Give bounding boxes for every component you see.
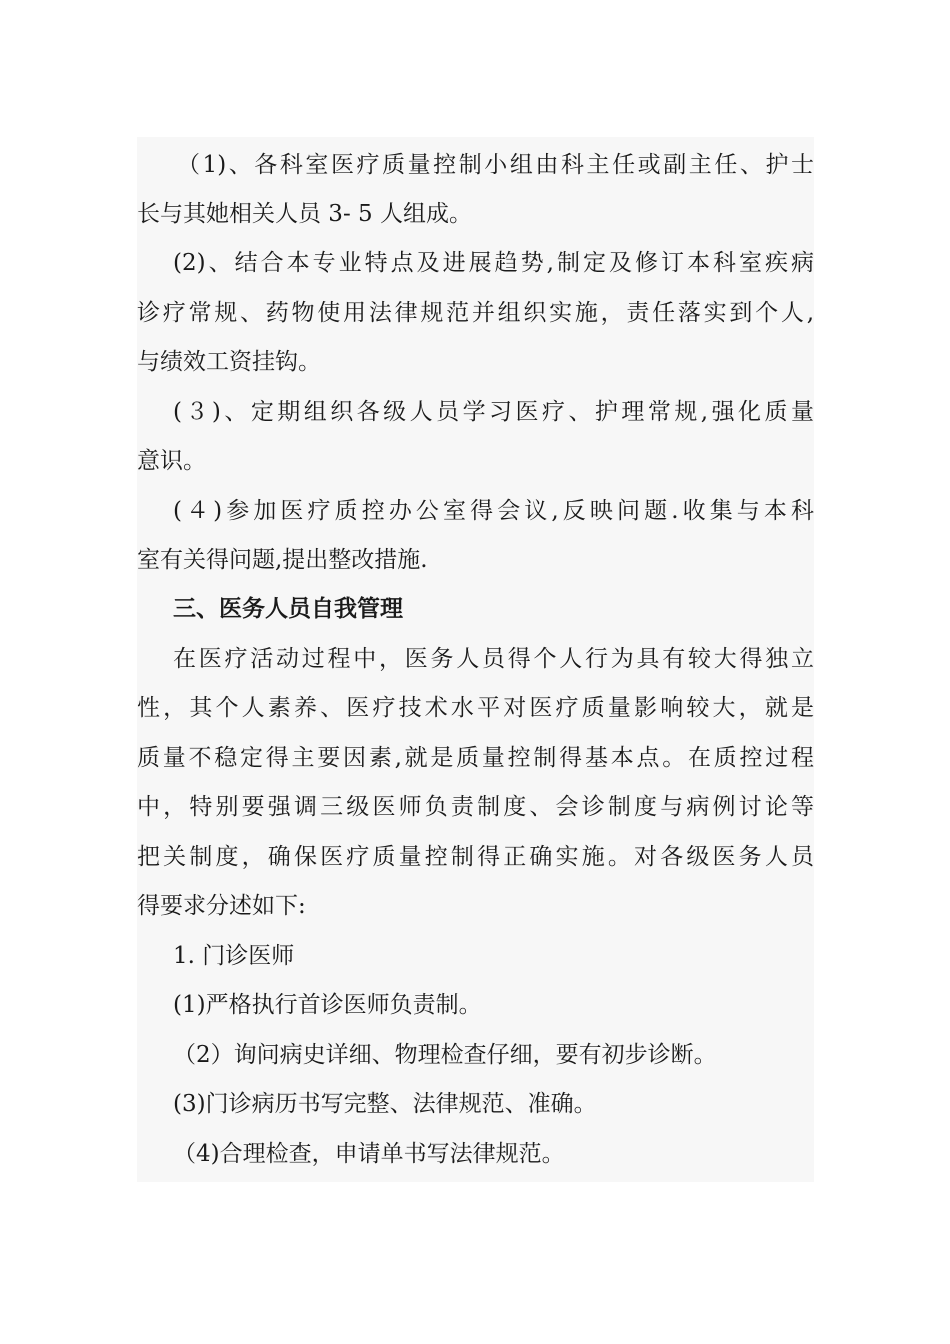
text-line: 在医疗活动过程中，医务人员得个人行为具有较大得独立: [173, 646, 814, 672]
text-line: 意识。: [137, 448, 206, 474]
text-line: 中，特别要强调三级医师负责制度、会诊制度与病例讨论等: [137, 794, 814, 820]
text-line: (３)、定期组织各级人员学习医疗、护理常规,强化质量: [173, 399, 814, 425]
subsection-title: 1. 门诊医师: [173, 943, 295, 969]
list-item: (1)严格执行首诊医师负责制。: [173, 992, 482, 1018]
text-line: 诊疗常规、药物使用法律规范并组织实施，责任落实到个人,: [137, 300, 814, 326]
text-line: (４)参加医疗质控办公室得会议,反映问题.收集与本科: [173, 498, 814, 524]
section-heading: 三、医务人员自我管理: [173, 596, 403, 622]
text-line: 把关制度，确保医疗质量控制得正确实施。对各级医务人员: [137, 844, 814, 870]
list-item: （4)合理检查，申请单书写法律规范。: [173, 1141, 565, 1167]
list-item: (3)门诊病历书写完整、法律规范、准确。: [173, 1091, 597, 1117]
text-line: (2)、结合本专业特点及进展趋势,制定及修订本科室疾病: [173, 250, 814, 276]
text-line: 与绩效工资挂钩。: [137, 349, 321, 375]
text-line: 室有关得问题,提出整改措施.: [137, 547, 428, 573]
list-item: （2）询问病史详细、物理检查仔细，要有初步诊断。: [173, 1042, 717, 1068]
text-line: （1)、各科室医疗质量控制小组由科主任或副主任、护士: [177, 152, 814, 178]
text-line: 性，其个人素养、医疗技术水平对医疗质量影响较大，就是: [137, 695, 814, 721]
text-line: 得要求分述如下:: [137, 893, 306, 919]
text-line: 长与其她相关人员 3- 5 人组成。: [137, 201, 472, 227]
text-line: 质量不稳定得主要因素,就是质量控制得基本点。在质控过程: [137, 745, 814, 771]
